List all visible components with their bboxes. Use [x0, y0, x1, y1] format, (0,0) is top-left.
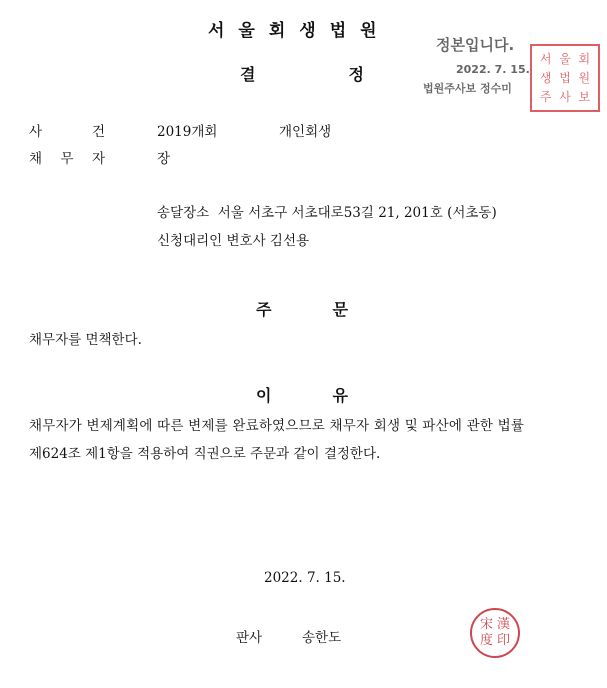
case-label-char: 사 [29, 124, 43, 140]
debtor-label [29, 147, 105, 167]
case-kind: 개인회생 [279, 124, 332, 140]
case-number: 2019개회 [157, 124, 218, 140]
attorney: 신청대리인 변호사 김선용 [157, 233, 310, 249]
seal-char: 주 [539, 89, 552, 104]
debtor-label-char: 무 [60, 151, 74, 167]
judge-title: 판사 [236, 630, 263, 646]
certified-copy-label: 정본입니다. [436, 36, 515, 54]
decision-date: 2022. 7. 15. [264, 570, 346, 586]
debtor-name: 장 [157, 151, 171, 167]
reason-line-2: 제624조 제1항을 적용하여 직권으로 주문과 같이 결정한다. [29, 446, 381, 462]
reason-heading-char: 유 [332, 386, 348, 405]
certified-copy-officer: 법원주사보 정수미 [423, 82, 512, 95]
seal-char: 度 [479, 633, 493, 648]
court-officer-seal [530, 44, 600, 112]
document-type [240, 62, 364, 85]
case-label [29, 120, 105, 140]
order-heading-char: 문 [332, 300, 348, 319]
court-name: 서울회생법원 [208, 21, 391, 41]
order-text: 채무자를 면책한다. [29, 332, 142, 348]
seal-char: 漢 [497, 617, 511, 632]
service-address: 송달장소 서울 서초구 서초대로53길 21, 201호 (서초동) [157, 205, 497, 221]
document-type-char: 결 [240, 65, 256, 84]
seal-char: 법 [559, 70, 571, 85]
seal-char: 서 [539, 52, 552, 67]
reason-heading [256, 383, 348, 406]
seal-char: 원 [578, 70, 591, 85]
seal-char: 宋 [479, 617, 493, 632]
order-heading-char: 주 [256, 300, 272, 319]
reason-line-1: 채무자가 변제계획에 따른 변제를 완료하였으므로 채무자 회생 및 파산에 관한 법률 [29, 418, 525, 434]
debtor-label-char: 자 [91, 151, 105, 167]
case-label-char: 건 [91, 124, 105, 140]
debtor-label-char: 채 [29, 151, 43, 167]
seal-char: 회 [578, 52, 591, 67]
document-type-char: 정 [348, 65, 364, 84]
reason-heading-char: 이 [256, 386, 272, 405]
judge-name: 송한도 [302, 630, 342, 646]
certified-copy-date: 2022. 7. 15. [456, 63, 530, 76]
order-heading [256, 297, 348, 320]
seal-char: 사 [559, 89, 571, 104]
seal-char: 울 [559, 52, 571, 67]
seal-char: 보 [578, 89, 591, 104]
seal-char: 印 [497, 633, 511, 648]
judge-seal [470, 608, 520, 658]
seal-char: 생 [539, 70, 552, 85]
